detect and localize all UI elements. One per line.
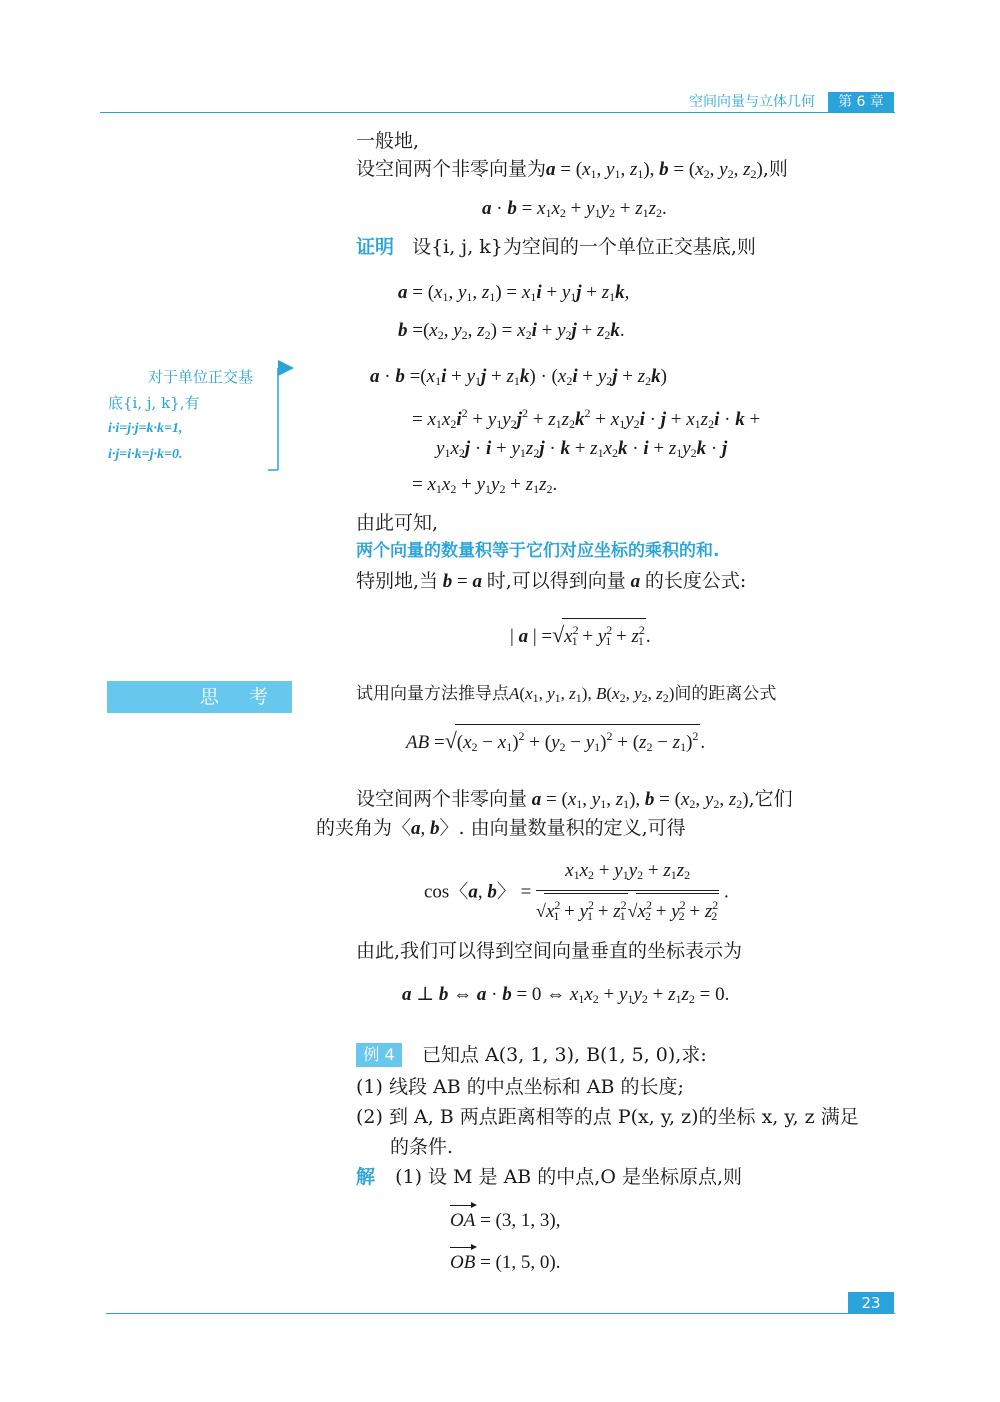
text-conclusion: 两个向量的数量积等于它们对应坐标的乘积的和. — [356, 541, 720, 561]
text-special-case: 特别地,当 b = a 时,可以得到向量 a 的长度公式: — [356, 570, 747, 592]
footer-rule — [106, 1313, 895, 1314]
proof-text: 设{i, j, k}为空间的一个单位正交基底,则 — [412, 236, 756, 258]
formula-ob: OB = (1, 5, 0). — [450, 1250, 560, 1276]
formula-oa: OA = (3, 1, 3), — [450, 1208, 560, 1234]
solution-text: (1) 设 M 是 AB 的中点,O 是坐标原点,则 — [395, 1166, 743, 1188]
angle-intro-line2: 的夹角为〈a, b〉. 由向量数量积的定义,可得 — [316, 817, 686, 839]
text-perp-intro: 由此,我们可以得到空间向量垂直的坐标表示为 — [356, 940, 743, 962]
cosine-fraction: $\frac{x_1x_2 + y_1y_2 + z_1z_2}{√x^2_1 + y^2_1 + z^2_1 √x^2_2 + y^2_2 + z^2_2}$ — [536, 858, 719, 927]
text-suppose-prefix: 设空间两个非零向量为 — [356, 158, 547, 180]
proof-label: 证明 — [356, 236, 395, 258]
special-a: 特别地,当 — [356, 570, 439, 592]
text-suppose-line — [356, 156, 788, 187]
example-question-2a: (2) 到 A, B 两点距离相等的点 P(x, y, z)的坐标 x, y, z 满足 — [356, 1106, 859, 1128]
formula-cosine: cos〈a, b〉 = $\frac{x_1x_2 + y_1y_2 + z_1z_2}{√x^2_1 + y^2_1 + z^2_1 √x^2_2 + y^2_2 + z^2_2}$ . — [424, 858, 729, 927]
sidebar-note-line3: i·i=j·j=k·k=1, — [108, 421, 183, 436]
sidebar-bracket — [266, 360, 300, 475]
formula-b-basis: $b =(x_2$, $y_2$, $z_2) = x_2i + y_2j + z_2k$. — [398, 320, 625, 342]
angle-intro-line1: 设空间两个非零向量 $a = (x_1$, $y_1$, $z_1$), $b = (x_2$, $y_2$, $z_2$),它们 — [356, 788, 793, 811]
solution-line — [356, 1164, 742, 1190]
think-text-b: 间的距离公式 — [674, 684, 777, 704]
formula-expansion-4: = $x_1x_2 + y_1y_2 + z_1z_2$. — [412, 474, 558, 496]
angle-intro-d: . 由向量数量积的定义,可得 — [458, 817, 686, 839]
header-chapter-badge: 第 6 章 — [828, 92, 894, 112]
text-generally: 一般地, — [356, 130, 420, 152]
formula-expansion-1: $a \cdot b =(x_1i + y_1j + z_1k) \cdot (x_2i + y_2j + z_2k)$ — [370, 366, 667, 388]
formula-length: | a | $=√x^2_1 + y^2_1 + z^2_1$ . — [510, 618, 651, 652]
text-hence: 由此可知, — [356, 512, 439, 534]
formula-dot-product: $a \cdot b = x_1x_2 + y_1y_2 + z_1z_2$. — [482, 198, 667, 220]
sidebar-pointer-icon — [278, 360, 294, 376]
formula-perpendicular: a ⊥ b ⇔ a · b = 0 ⇔ $x_1x_2 + y_1y_2 + z_1z_2 = 0$. — [402, 984, 730, 1006]
think-label: 思 考 — [199, 686, 274, 708]
special-b: 时,可以得到向量 — [486, 570, 626, 592]
angle-intro-c: 的夹角为 — [316, 817, 393, 839]
formula-expansion-2: = $x_1x_2i^2 + y_1y_2j^2 + z_1z_2k^2 + x_1y_2i \cdot j + x_1z_2i \cdot k$ + — [412, 406, 761, 431]
example-text: 已知点 A(3, 1, 3), B(1, 5, 0),求: — [422, 1044, 707, 1066]
angle-intro-a: 设空间两个非零向量 — [356, 788, 528, 810]
text-then: ,则 — [762, 158, 788, 180]
proof-line — [356, 234, 756, 260]
sidebar-note-line4: i·j=i·k=j·k=0. — [108, 447, 183, 462]
formula-distance: AB $=√(x_2 - x_1)^2 + (y_2 - y_1)^2 + (z_2 - z_1)^2$ . — [406, 724, 705, 758]
formula-vector-a-b: $a = (x_1$, $y_1$, $z_1$), $b = (x_2$, $y_2$, $z_2$) — [546, 159, 763, 181]
sidebar-note-line1: 对于单位正交基 — [148, 368, 254, 386]
header-book-title: 空间向量与立体几何 — [689, 94, 815, 110]
example-question-2b: 的条件. — [390, 1136, 454, 1158]
angle-intro-b: ,它们 — [748, 788, 793, 810]
example-badge: 例 4 — [356, 1043, 402, 1067]
example-question-1: (1) 线段 AB 的中点坐标和 AB 的长度; — [356, 1076, 684, 1098]
solution-label: 解 — [356, 1166, 376, 1188]
think-text: 试用向量方法推导点$A(x_1$, $y_1$, $z_1$), $B(x_2$, $y_2$, $z_2$)间的距离公式 — [356, 684, 777, 705]
formula-expansion-3: $y_1x_2j \cdot i + y_1z_2j \cdot k + z_1x_2k \cdot i + z_1y_2k \cdot j$ — [436, 438, 728, 460]
sidebar-note-line2: 底{i, j, k},有 — [108, 394, 200, 412]
page-number: 23 — [848, 1292, 894, 1314]
header-bar — [100, 112, 895, 113]
think-text-a: 试用向量方法推导点 — [356, 684, 509, 704]
formula-a-basis: $a = (x_1$, $y_1$, $z_1) = x_1i + y_1j + z_1k$, — [398, 282, 630, 304]
special-c: 的长度公式: — [644, 570, 747, 592]
